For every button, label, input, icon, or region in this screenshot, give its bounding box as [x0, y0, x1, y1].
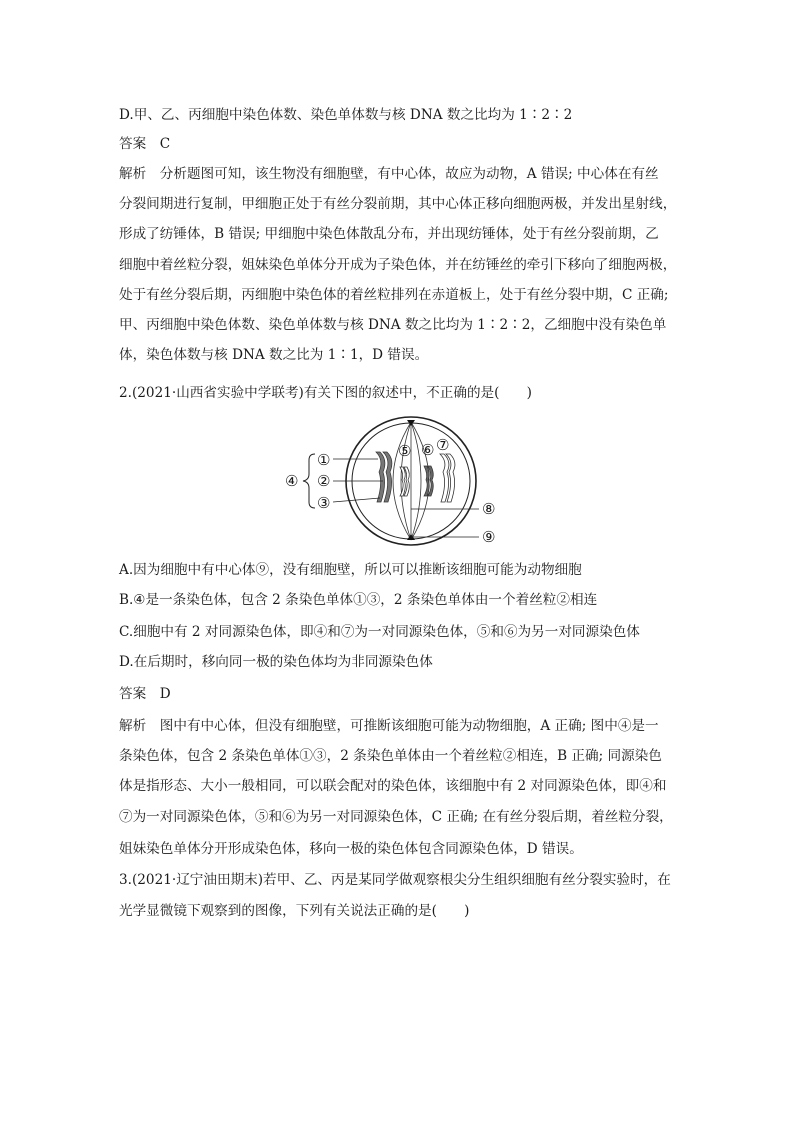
explanation-q1-line1: 解析 分析题图可知，该生物没有细胞壁，有中心体，故应为动物，A 错误; 中心体在有丝 [119, 166, 659, 182]
explanation-q1-line3: 形成了纺锤体，B 错误; 甲细胞中染色体散乱分布，并出现纺锤体，处于有丝分裂前期，乙 [119, 226, 659, 242]
label-5: ⑤ [398, 442, 412, 460]
cell-diagram [283, 414, 513, 550]
label-3: ③ [317, 494, 331, 512]
explanation-q1-line2: 分裂间期进行复制，甲细胞正处于有丝分裂前期，其中心体正移向细胞两极，并发出星射线， [119, 196, 677, 212]
chromosome-6 [424, 466, 433, 496]
explanation-q2-line4: ⑦为一对同源染色体，⑤和⑥为另一对同源染色体，C 正确; 在有丝分裂后期，着丝粒分裂， [119, 809, 673, 825]
explanation-q1-line4: 细胞中着丝粒分裂，姐妹染色单体分开成为子染色体，并在纺锤丝的牵引下移向了细胞两极， [119, 257, 677, 273]
option-a-q2: A.因为细胞中有中心体⑨，没有细胞壁，所以可以推断该细胞可能为动物细胞 [119, 562, 582, 578]
explanation-q1-line6: 甲、丙细胞中染色体数、染色单体数与核 DNA 数之比均为 1∶2∶2，乙细胞中没有染色单 [119, 317, 667, 333]
label-2: ② [317, 472, 331, 490]
option-c-q2: C.细胞中有 2 对同源染色体，即④和⑦为一对同源染色体，⑤和⑥为另一对同源染色体 [119, 624, 640, 640]
label-4: ④ [285, 472, 299, 490]
explanation-q2-line3: 体是指形态、大小一般相同，可以联会配对的染色体，该细胞中有 2 对同源染色体，即④和 [119, 778, 667, 794]
explanation-q2-line1: 解析 图中有中心体，但没有细胞壁，可推断该细胞可能为动物细胞，A 正确; 图中④是一 [119, 718, 659, 734]
answer-q2: 答案 D [119, 686, 171, 702]
explanation-q2-line2: 条染色体，包含 2 条染色单体①③，2 条染色单体由一个着丝粒②相连，B 正确; 同源染色 [119, 748, 662, 764]
question-3-stem-line1: 3.(2021·辽宁油田期末)若甲、乙、丙是某同学做观察根尖分生组织细胞有丝分裂实验时，在 [119, 872, 671, 888]
spindle-fibers [393, 422, 429, 540]
explanation-q2-line5: 姐妹染色单体分开形成染色体，移向一极的染色体包含同源染色体，D 错误。 [119, 841, 583, 857]
explanation-q1-line5: 处于有丝分裂后期，丙细胞中染色体的着丝粒排列在赤道板上，处于有丝分裂中期，C 正确; [119, 287, 669, 303]
label-7: ⑦ [436, 436, 450, 454]
label-9: ⑨ [482, 528, 496, 546]
question-3-stem-line2: 光学显微镜下观察到的图像，下列有关说法正确的是( ) [119, 903, 470, 919]
explanation-q1-line7: 体，染色体数与核 DNA 数之比为 1∶1，D 错误。 [119, 347, 429, 363]
option-d-q1: D.甲、乙、丙细胞中染色体数、染色单体数与核 DNA 数之比均为 1∶2∶2 [119, 107, 573, 123]
brace [303, 454, 315, 508]
question-2-stem: 2.(2021·山西省实验中学联考)有关下图的叙述中，不正确的是( ) [119, 385, 532, 401]
chromosome-4 [376, 452, 392, 502]
cell-division-figure [283, 414, 513, 550]
option-d-q2: D.在后期时，移向同一极的染色体均为非同源染色体 [119, 654, 433, 670]
chromosome-7 [440, 454, 455, 502]
label-1: ① [317, 451, 331, 469]
label-6: ⑥ [421, 441, 435, 459]
label-8: ⑧ [482, 500, 496, 518]
option-b-q2: B.④是一条染色体，包含 2 条染色单体①③，2 条染色单体由一个着丝粒②相连 [119, 592, 598, 608]
answer-q1: 答案 C [119, 136, 171, 152]
